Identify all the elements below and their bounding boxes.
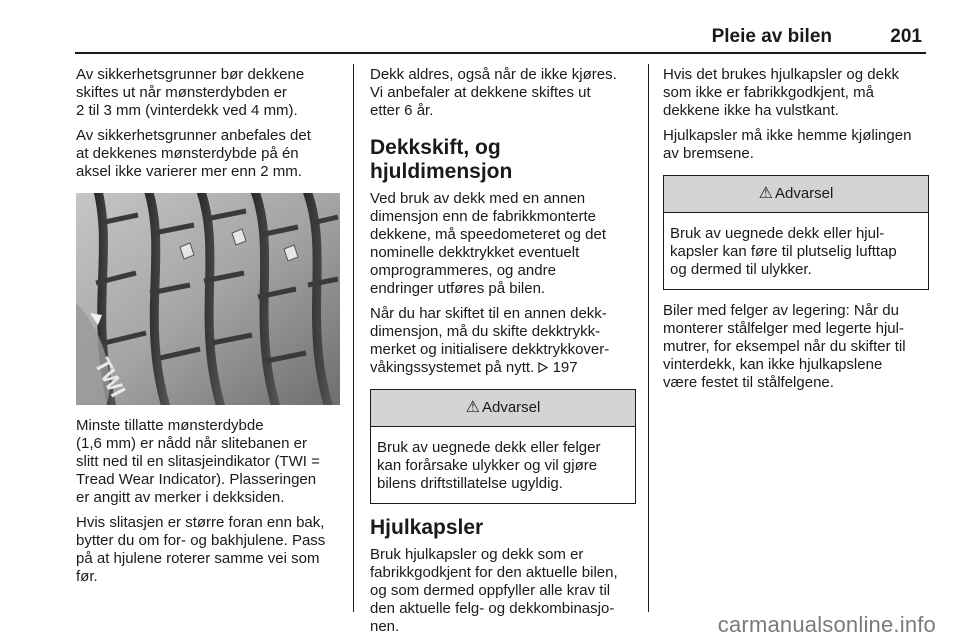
warning-title: Advarsel [774, 185, 834, 202]
paragraph: Bruk hjulkapsler og dekk som er fabrikkgodkjent for den aktuelle bilen, og som dermed oppfyller alle krav til den aktuelle felg- og dekkombinasjo- nen. [370, 546, 618, 635]
paragraph: Hvis slitasjen er større foran enn bak, bytter du om for- og bakhjulene. Pass på at hjulene roterer samme vei som før. [76, 514, 326, 585]
paragraph: Hvis det brukes hjulkapsler og dekk som ikke er fabrikkgodkjent, må dekkene ikke ha vulstkant. [663, 66, 899, 119]
tyre-tread-illustration [76, 193, 340, 405]
warning-title: Advarsel [481, 399, 541, 416]
watermark: carmanualsonline.info [717, 612, 936, 637]
paragraph: Dekk aldres, også når de ikke kjøres. Vi anbefaler at dekkene skiftes ut etter 6 år. [370, 66, 617, 119]
warning-box [663, 175, 929, 290]
column-3 [663, 66, 929, 399]
page-header [75, 22, 926, 54]
warning-triangle-icon: ⚠ [758, 185, 773, 202]
paragraph: Biler med felger av legering: Når du monterer stålfelger med legerte hjul- mutrer, for eksempel når du skifter til vinterdekk, kan ikke hjulkapslene være festet til stålfelgene. [663, 302, 906, 391]
chapter-title: Pleie av bilen [711, 26, 832, 47]
section-heading: Dekkskift, og hjuldimensjon [370, 136, 513, 183]
warning-text: Bruk av uegnede dekk eller hjul- kapsler kan føre til plutselig lufttap og dermed til ulykker. [670, 225, 897, 278]
column-divider [353, 64, 354, 612]
paragraph: Hjulkapsler må ikke hemme kjølingen av bremsene. [663, 127, 912, 162]
page-number: 201 [890, 26, 922, 47]
twi-label: TWI [89, 353, 131, 401]
paragraph: Minste tillatte mønsterdybde (1,6 mm) er nådd når slitebanen er slitt ned til en slitasjeindikator (TWI = Tread Wear Indicator). Plasseringen er angitt av merker i dekksiden. [76, 417, 320, 506]
page-reference-arrow-icon [538, 362, 548, 373]
warning-text: Bruk av uegnede dekk eller felger kan forårsake ulykker og vil gjøre bilens driftstillatelse ugyldig. [377, 439, 601, 492]
column-2 [370, 66, 636, 643]
warning-box [370, 389, 636, 504]
column-divider [648, 64, 649, 612]
column-1 [76, 66, 340, 593]
warning-header [371, 390, 635, 427]
warning-header [664, 176, 928, 213]
page-reference[interactable]: 197 [552, 359, 578, 376]
paragraph: Av sikkerhetsgrunner bør dekkene skiftes ut når mønsterdybden er 2 til 3 mm (vinterdekk ved 4 mm). [76, 66, 305, 119]
paragraph: Når du har skiftet til en annen dekk- dimensjon, må du skifte dekktrykk- merket og initialisere dekktrykkover- våkingssystemet på nytt. 197 [370, 305, 610, 376]
paragraph: Ved bruk av dekk med en annen dimensjon enn de fabrikkmonterte dekkene, må speedometeret og det nominelle dekktrykket eventuelt omprogrammeres, og andre endringer utføres på bilen. [370, 190, 606, 297]
warning-triangle-icon: ⚠ [465, 399, 480, 416]
paragraph: Av sikkerhetsgrunner anbefales det at dekkenes mønsterdybde på én aksel ikke varierer mer enn 2 mm. [76, 127, 311, 180]
section-heading: Hjulkapsler [370, 516, 484, 539]
